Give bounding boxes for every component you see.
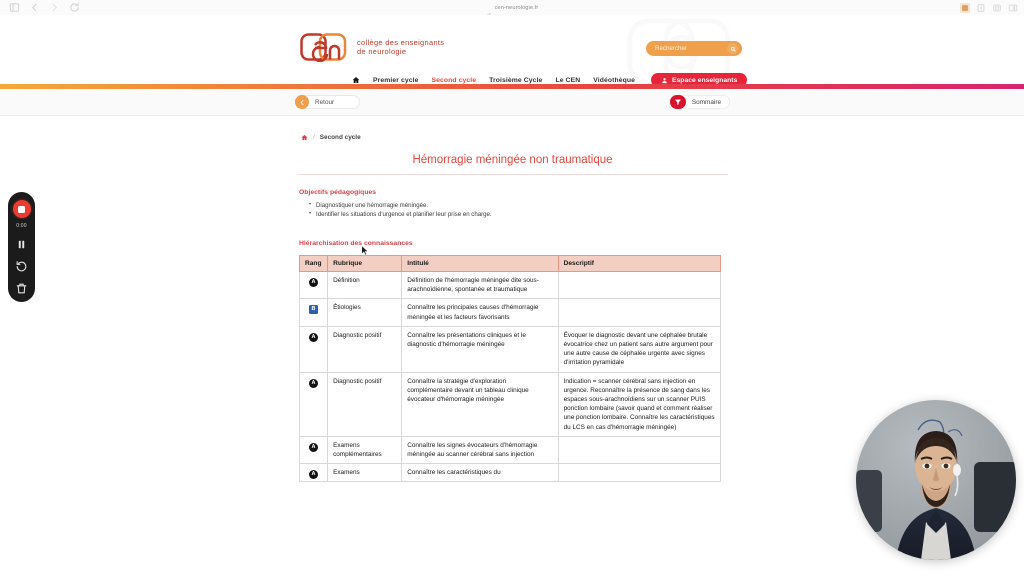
- cen-logo-icon: [300, 32, 348, 62]
- objectives-list: [309, 201, 730, 219]
- rubrique-cell: Diagnostic positif: [328, 326, 402, 372]
- intitule-cell: Connaître les présentations cliniques et le diagnostic d'hémorragie méningée: [402, 326, 558, 372]
- browser-toolbar: [0, 0, 1024, 15]
- list-item: • Identifier les situations d'urgence et planifier leur prise en charge.: [309, 210, 730, 219]
- nav-item-premier-cycle[interactable]: Premier cycle: [373, 76, 419, 84]
- filter-icon: [670, 95, 686, 109]
- intitule-cell: Définition de l'hémorragie méningée dite sous-arachnoïdienne, spontanée et traumatique: [402, 272, 558, 299]
- page-title: Hémorragie méningée non traumatique: [412, 154, 613, 166]
- rang-cell: [300, 464, 328, 482]
- main-nav: [352, 73, 747, 84]
- rang-cell: [300, 272, 328, 299]
- rank-badge-a: A: [309, 443, 318, 452]
- back-button[interactable]: [295, 95, 360, 109]
- page-toolbar: [0, 89, 1024, 116]
- column-header-rang: Rang: [300, 256, 328, 272]
- rubrique-cell: Examens complémentaires: [328, 436, 402, 463]
- rang-cell: [300, 326, 328, 372]
- table-row: [300, 464, 721, 482]
- stop-record-button[interactable]: [13, 200, 31, 218]
- descriptif-cell: [558, 436, 720, 463]
- title-divider: [297, 174, 728, 175]
- browser-action-icons: [960, 0, 1018, 15]
- rubrique-cell: Étiologies: [328, 299, 402, 326]
- mouse-cursor: [361, 245, 369, 256]
- knowledge-table: [299, 255, 721, 482]
- arrow-left-icon: [295, 95, 309, 109]
- site-logo[interactable]: [300, 32, 444, 62]
- knowledge-heading: Hiérarchisation des connaissances: [299, 240, 413, 247]
- webcam-bubble[interactable]: [856, 400, 1016, 560]
- nav-item-videotheque[interactable]: Vidéothèque: [593, 76, 635, 84]
- rubrique-cell: Définition: [328, 272, 402, 299]
- recording-timer: 0:00: [16, 223, 27, 229]
- search-placeholder: Rechercher: [655, 45, 687, 52]
- rang-cell: [300, 299, 328, 326]
- article-content: [295, 148, 730, 482]
- logo-line-2: de neurologie: [357, 47, 407, 56]
- table-row: [300, 299, 721, 326]
- trash-icon: [15, 282, 28, 295]
- back-button-label: Retour: [315, 98, 335, 106]
- link-icon: [486, 5, 492, 11]
- nav-item-troisieme-cycle[interactable]: Troisième Cycle: [489, 76, 543, 84]
- column-header-descriptif: Descriptif: [558, 256, 720, 272]
- table-row: [300, 372, 721, 436]
- rang-cell: [300, 372, 328, 436]
- screen-recorder-widget: [8, 192, 35, 302]
- rubrique-cell: Diagnostic positif: [328, 372, 402, 436]
- table-header-row: [300, 256, 721, 272]
- user-icon: [661, 77, 668, 84]
- home-icon[interactable]: [352, 76, 360, 84]
- restart-icon: [15, 260, 28, 273]
- share-icon[interactable]: [976, 3, 986, 13]
- url-text: cen-neurologie.fr: [494, 4, 539, 11]
- summary-button-label: Sommaire: [691, 98, 721, 106]
- breadcrumb: [301, 134, 361, 141]
- site-header: [0, 15, 1024, 84]
- search-input[interactable]: [646, 41, 742, 56]
- search-icon[interactable]: [727, 43, 738, 54]
- nav-item-second-cycle[interactable]: Second cycle: [431, 76, 477, 84]
- espace-enseignants-label: Espace enseignants: [671, 76, 738, 84]
- logo-wordmark: [357, 38, 444, 57]
- objectives-heading: Objectifs pédagogiques: [299, 189, 377, 196]
- extension-icon[interactable]: [960, 3, 970, 13]
- rank-badge-a: A: [309, 333, 318, 342]
- sidebar-icon[interactable]: [992, 3, 1002, 13]
- home-icon[interactable]: [301, 134, 308, 141]
- pause-icon: [15, 238, 28, 251]
- tabs-icon[interactable]: [1008, 3, 1018, 13]
- restart-button[interactable]: [15, 260, 28, 273]
- rang-cell: [300, 436, 328, 463]
- descriptif-cell: Évoquer le diagnostic devant une céphalée brutale évocatrice chez un patient sans autre argument pour une autre cause de céphalée urgente avec signes d'irritation pyramidale: [558, 326, 720, 372]
- rank-badge-a: A: [309, 278, 318, 287]
- delete-button[interactable]: [15, 282, 28, 295]
- rubrique-cell: Examens: [328, 464, 402, 482]
- intitule-cell: Connaître les signes évocateurs d'hémorragie méningée au scanner cérébral sans injection: [402, 436, 558, 463]
- table-row: [300, 436, 721, 463]
- column-header-rubrique: Rubrique: [328, 256, 402, 272]
- intitule-cell: Connaître les caractéristiques du: [402, 464, 558, 482]
- intitule-cell: Connaître les principales causes d'hémorragie méningée et les facteurs favorisants: [402, 299, 558, 326]
- pause-button[interactable]: [15, 238, 28, 251]
- descriptif-cell: [558, 299, 720, 326]
- stop-record-icon: [18, 206, 25, 213]
- breadcrumb-separator: /: [313, 134, 315, 141]
- intitule-cell: Connaître la stratégie d'exploration complémentaire devant un tableau clinique évocateur d'hémorragie méningée: [402, 372, 558, 436]
- summary-button[interactable]: [670, 95, 730, 109]
- descriptif-cell: [558, 272, 720, 299]
- column-header-intitule: Intitulé: [402, 256, 558, 272]
- descriptif-cell: [558, 464, 720, 482]
- descriptif-cell: Indication = scanner cérébral sans injection en urgence. Reconnaître la présence de sang dans les espaces sous-arachnoïdiens sur un scanner PUIS ponction lombaire (savoir quand et comment réaliser une ponction lombaire. Connaître les caractéristiques du LCS en cas d'hémorragie méningée): [558, 372, 720, 436]
- table-row: [300, 326, 721, 372]
- logo-line-1: collège des enseignants: [357, 37, 445, 47]
- rank-badge-a: A: [309, 470, 318, 479]
- espace-enseignants-button[interactable]: [651, 73, 747, 84]
- table-row: [300, 272, 721, 299]
- url-bar[interactable]: [0, 0, 1024, 15]
- list-item: • Diagnostiquer une hémorragie méningée.: [309, 201, 730, 210]
- rank-badge-b: B: [309, 305, 318, 314]
- breadcrumb-current: Second cycle: [319, 134, 361, 141]
- rank-badge-a: A: [309, 379, 318, 388]
- nav-item-le-cen[interactable]: Le CEN: [555, 76, 581, 84]
